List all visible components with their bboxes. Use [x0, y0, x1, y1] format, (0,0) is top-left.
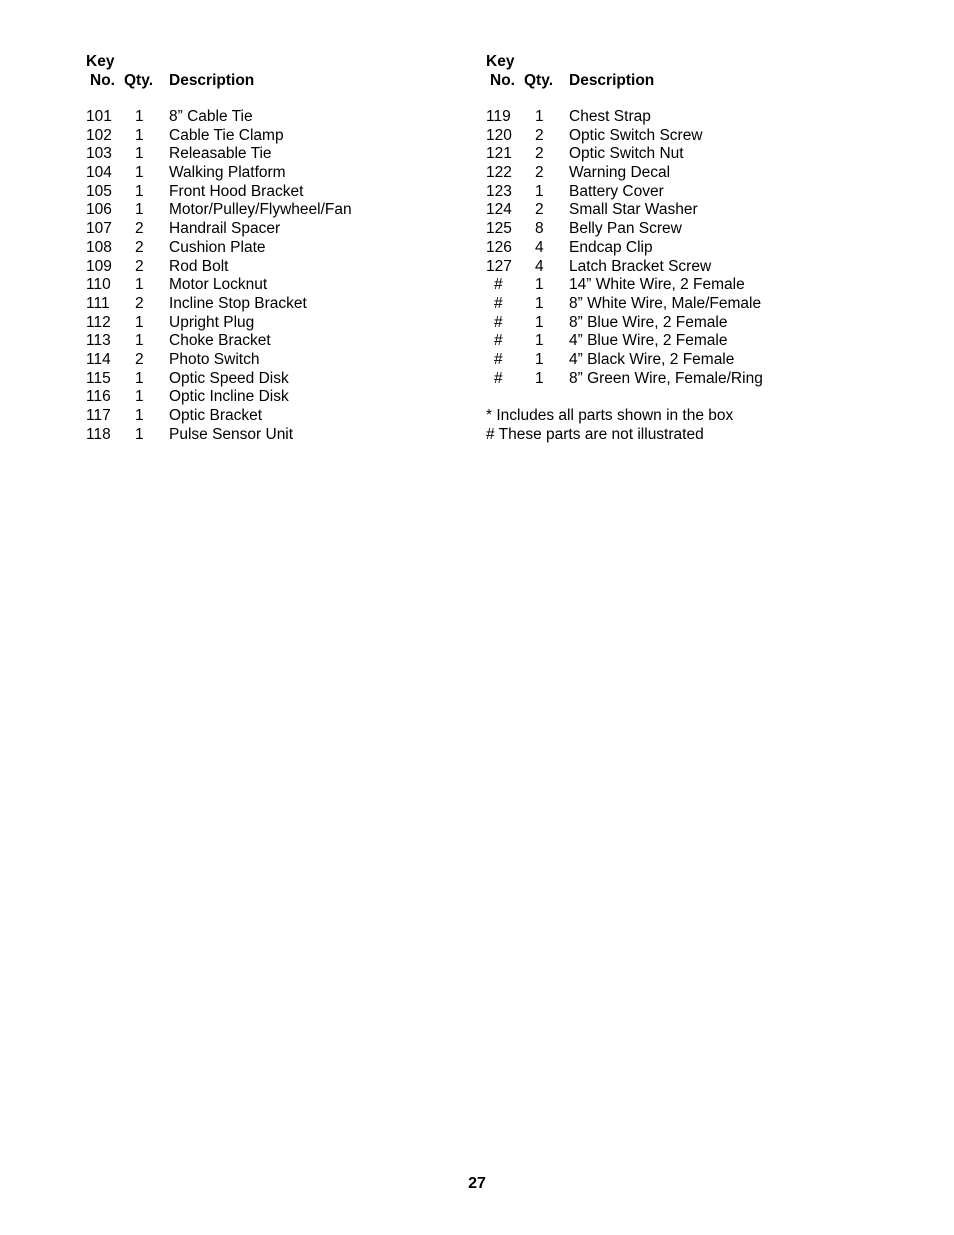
- footnotes: [486, 407, 886, 444]
- part-qty: 1: [135, 182, 144, 200]
- part-key-no: 120: [486, 126, 512, 144]
- part-qty: 1: [135, 108, 144, 125]
- header-description: Description: [569, 72, 655, 89]
- parts-row: [486, 276, 886, 295]
- part-qty: 1: [535, 108, 544, 125]
- parts-row: [486, 314, 886, 333]
- part-qty: 1: [535, 332, 544, 350]
- parts-row: [486, 164, 886, 183]
- parts-row: [86, 407, 466, 426]
- parts-row: [486, 239, 886, 258]
- part-description: 8” Blue Wire, 2 Female: [569, 313, 728, 331]
- part-qty: 4: [535, 257, 544, 275]
- part-description: Cushion Plate: [169, 238, 266, 256]
- parts-row: [86, 239, 466, 258]
- parts-row: [486, 370, 886, 389]
- part-qty: 1: [135, 388, 144, 406]
- part-description: Cable Tie Clamp: [169, 126, 284, 144]
- part-description: Handrail Spacer: [169, 220, 281, 238]
- parts-row: [86, 108, 466, 127]
- part-key-no: 103: [86, 145, 112, 163]
- part-key-no: 123: [486, 182, 512, 200]
- part-key-no: 107: [86, 220, 112, 238]
- part-qty: 2: [135, 220, 144, 238]
- part-qty: 8: [535, 220, 544, 238]
- parts-row: [86, 276, 466, 295]
- part-description: Warning Decal: [569, 164, 671, 182]
- part-qty: 4: [535, 238, 544, 256]
- part-key-no: 117: [86, 407, 111, 424]
- part-key-no: 105: [86, 182, 112, 200]
- part-description: Endcap Clip: [569, 238, 653, 256]
- part-key-no: 111: [86, 294, 110, 312]
- part-key-no: 116: [86, 388, 111, 406]
- parts-list-left: [86, 52, 466, 444]
- parts-row: [86, 388, 466, 407]
- part-key-no: 112: [86, 313, 111, 331]
- part-description: Optic Bracket: [169, 407, 263, 424]
- part-key-no: 102: [86, 126, 112, 144]
- part-qty: 1: [135, 145, 144, 163]
- part-description: Optic Switch Nut: [569, 145, 684, 163]
- part-key-no: #: [494, 276, 503, 294]
- parts-row: [86, 201, 466, 220]
- part-description: 8” White Wire, Male/Female: [569, 294, 762, 312]
- part-key-no: #: [494, 350, 503, 368]
- part-description: Choke Bracket: [169, 332, 271, 350]
- part-qty: 1: [135, 332, 144, 350]
- parts-row: [486, 108, 886, 127]
- part-qty: 1: [135, 369, 144, 387]
- part-qty: 2: [135, 257, 144, 275]
- part-key-no: #: [494, 369, 503, 387]
- part-description: Walking Platform: [169, 164, 286, 182]
- header-no: No.: [90, 72, 115, 89]
- part-qty: 2: [535, 164, 544, 182]
- part-description: Motor/Pulley/Flywheel/Fan: [169, 201, 352, 219]
- part-qty: 1: [535, 294, 544, 312]
- parts-list-right: [486, 52, 886, 444]
- part-description: Front Hood Bracket: [169, 182, 304, 200]
- part-key-no: 119: [486, 108, 511, 125]
- parts-row: [86, 258, 466, 277]
- part-description: 14” White Wire, 2 Female: [569, 276, 745, 294]
- part-description: Photo Switch: [169, 350, 260, 368]
- part-key-no: 114: [86, 350, 111, 368]
- part-key-no: 108: [86, 238, 112, 256]
- part-qty: 2: [135, 238, 144, 256]
- part-description: Rod Bolt: [169, 257, 229, 275]
- part-key-no: 104: [86, 164, 112, 182]
- header-key: Key: [86, 53, 115, 70]
- part-key-no: 115: [86, 369, 111, 387]
- part-key-no: 122: [486, 164, 512, 182]
- part-qty: 2: [535, 201, 544, 219]
- part-key-no: 101: [86, 108, 112, 125]
- part-qty: 1: [135, 313, 144, 331]
- part-qty: 1: [135, 164, 144, 182]
- parts-row: [486, 351, 886, 370]
- header-qty: Qty.: [124, 72, 153, 89]
- header-no: No.: [490, 72, 515, 89]
- part-description: Optic Switch Screw: [569, 126, 703, 144]
- part-key-no: 118: [86, 425, 111, 443]
- parts-row: [486, 145, 886, 164]
- parts-row: [486, 127, 886, 146]
- part-description: Belly Pan Screw: [569, 220, 682, 238]
- part-key-no: 110: [86, 276, 111, 294]
- part-qty: 1: [135, 425, 144, 443]
- part-description: Battery Cover: [569, 182, 664, 200]
- part-qty: 1: [535, 276, 544, 294]
- parts-row: [486, 258, 886, 277]
- part-description: Optic Incline Disk: [169, 388, 289, 406]
- parts-row: [486, 220, 886, 239]
- part-qty: 1: [135, 201, 144, 219]
- part-key-no: 109: [86, 257, 112, 275]
- parts-row: [86, 332, 466, 351]
- part-key-no: #: [494, 294, 503, 312]
- part-description: 8” Green Wire, Female/Ring: [569, 369, 763, 387]
- part-key-no: #: [494, 332, 503, 350]
- part-description: Upright Plug: [169, 313, 255, 331]
- part-qty: 1: [135, 126, 144, 144]
- parts-row: [486, 332, 886, 351]
- parts-row: [486, 183, 886, 202]
- part-key-no: #: [494, 313, 503, 331]
- part-qty: 2: [135, 294, 144, 312]
- part-qty: 2: [535, 126, 544, 144]
- part-qty: 1: [535, 350, 544, 368]
- parts-row: [486, 201, 886, 220]
- part-qty: 1: [135, 276, 144, 294]
- part-description: Pulse Sensor Unit: [169, 425, 294, 443]
- header-qty: Qty.: [524, 72, 553, 89]
- header-row: [86, 71, 466, 90]
- parts-row: [86, 314, 466, 333]
- parts-row: [86, 145, 466, 164]
- part-key-no: 106: [86, 201, 112, 219]
- part-description: Small Star Washer: [569, 201, 698, 219]
- part-description: 4” Black Wire, 2 Female: [569, 350, 735, 368]
- part-key-no: 126: [486, 238, 512, 256]
- part-description: Optic Speed Disk: [169, 369, 289, 387]
- part-qty: 2: [535, 145, 544, 163]
- parts-rows-left: [86, 108, 466, 444]
- part-description: Chest Strap: [569, 108, 651, 125]
- parts-rows-right: [486, 108, 886, 388]
- parts-row: [86, 426, 466, 445]
- part-key-no: 125: [486, 220, 512, 238]
- part-description: 4” Blue Wire, 2 Female: [569, 332, 728, 350]
- header-row: [486, 71, 886, 90]
- part-description: 8” Cable Tie: [169, 108, 253, 125]
- parts-row: [86, 295, 466, 314]
- parts-row: [486, 295, 886, 314]
- part-key-no: 124: [486, 201, 512, 219]
- footnote-not-illustrated: # These parts are not illustrated: [486, 425, 704, 443]
- header-key: Key: [486, 53, 515, 70]
- page-number: 27: [468, 1175, 486, 1192]
- part-description: Motor Locknut: [169, 276, 268, 294]
- footnote-included: * Includes all parts shown in the box: [486, 407, 734, 424]
- part-qty: 2: [135, 350, 144, 368]
- part-key-no: 127: [486, 257, 512, 275]
- parts-row: [86, 127, 466, 146]
- part-qty: 1: [535, 369, 544, 387]
- parts-row: [86, 220, 466, 239]
- part-key-no: 113: [86, 332, 111, 350]
- part-qty: 1: [135, 407, 144, 424]
- parts-row: [86, 351, 466, 370]
- part-qty: 1: [535, 182, 544, 200]
- part-description: Latch Bracket Screw: [569, 257, 712, 275]
- part-qty: 1: [535, 313, 544, 331]
- part-description: Releasable Tie: [169, 145, 272, 163]
- part-key-no: 121: [486, 145, 512, 163]
- parts-row: [86, 370, 466, 389]
- part-description: Incline Stop Bracket: [169, 294, 307, 312]
- parts-row: [86, 164, 466, 183]
- parts-row: [86, 183, 466, 202]
- header-description: Description: [169, 72, 255, 89]
